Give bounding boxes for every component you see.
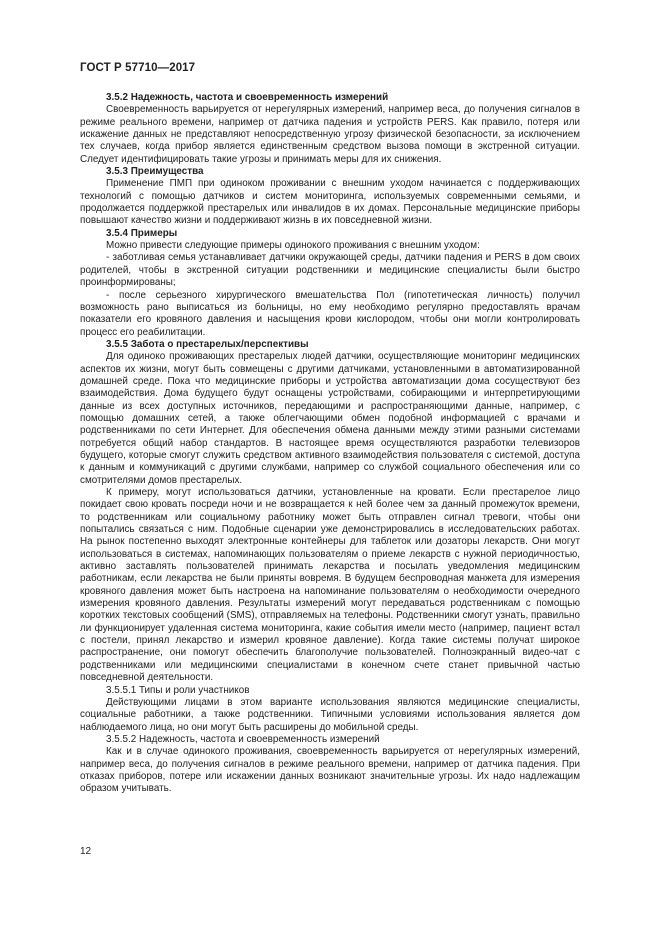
- page-number: 12: [80, 846, 92, 857]
- paragraph: К примеру, могут использоваться датчики, установленные на кровати. Если престарелое лицо покидает свою кровать посреди ночи и не возвращается к ней более чем за данный промежуток времени, то родственникам или социальному работнику может быть отправлен сигнал тревоги, чтобы они попытались связаться с ним. Подобные сценарии уже демонстрировались в исследовательских работах. На рынок постепенно выходят электронные контейнеры для таблеток или дозаторы лекарств. Они могут использоваться в системах, напоминающих пользователям о приеме лекарств с нужной периодичностью, активно заставлять пользователей принимать лекарства и посылать уведомления медицинским работникам, если лекарства не были приняты вовремя. В будущем беспроводная манжета для измерения кровяного давления может быть настроена на напоминание пользователям о необходимости очередного измерения кровяного давления. Результаты измерений могут передаваться родственникам с помощью коротких текстовых сообщений (SMS), отправляемых на телефоны. Родственники смогут узнать, правильно ли функционирует удаленная система мониторинга, какие события имели место (например, пациент встал с постели, принял лекарство и измерил кровяное давление). Когда такие системы получат широкое распространение, они помогут обеспечить благополучие пользователей. Полноэкранный видео-чат с родственниками или медицинскими специалистами в конечном счете станет привычной частью повседневной деятельности.: [80, 487, 580, 684]
- paragraph: Действующими лицами в этом варианте использования являются медицинские специалисты, социальные работники, а также родственники. Типичными условиями использования является дом наблюдаемого лица, но они могут быть расширены до мобильной среды.: [80, 696, 580, 733]
- subsection-heading-3-5-5-2: 3.5.5.2 Надежность, частота и своевременность измерений: [106, 733, 380, 745]
- document-body: [80, 92, 580, 796]
- paragraph: Как и в случае одинокого проживания, своевременность варьируется от нерегулярных измерений, например веса, до получения сигналов в режиме реального времени, например от датчика падения. При отказах приборов, потере или искажении данных возникают значительные угрозы. Их надо надлежащим образом учитывать.: [80, 746, 580, 795]
- paragraph: Для одиноко проживающих престарелых людей датчики, осуществляющие мониторинг медицинских аспектов их жизни, могут быть совмещены с другими датчиками, установленными в автоматизированной домашней среде. Пока что медицинские приборы и устройства автоматизации дома сосуществуют без взаимодействия. Дома будущего будут оснащены устройствами, собирающими и интерпретирующими данные из всех доступных источников, передающими и распространяющими данные, например, с помощью домашних сетей, а также облегчающими обмен подобной информацией с врачами и родственниками по сети Интернет. Для обеспечения обмена данными между этими разными системами потребуется общий набор стандартов. В настоящее время осуществляются разработки телевизоров будущего, которые смогут служить средством активного взаимодействия пользователя с системой, доступа к данным и коммуникаций с другими службами, например со службой социального обеспечения или со смотрителями домов престарелых.: [80, 351, 580, 486]
- section-heading-3-5-3: 3.5.3 Преимущества: [106, 166, 204, 178]
- paragraph: Можно привести следующие примеры одинокого проживания с внешним уходом:: [106, 240, 480, 252]
- list-item: - заботливая семья устанавливает датчики окружающей среды, датчики падения и PERS в дом своих родителей, чтобы в экстренной ситуации родственники и медицинские специалисты были быстро проинформированы;: [80, 252, 580, 289]
- document-header: ГОСТ Р 57710—2017: [80, 62, 196, 74]
- section-heading-3-5-5: 3.5.5 Забота о престарелых/перспективы: [106, 338, 309, 350]
- paragraph: Применение ПМП при одиноком проживании с внешним уходом начинается с поддерживающих технологий с помощью датчиков и систем мониторинга, используемых современными семьями, и продолжается поддержкой престарелых или инвалидов в их домах. Персональные медицинские приборы повышают качество жизни и поддерживают жизнь в их повседневной жизни.: [80, 178, 580, 227]
- paragraph: Своевременность варьируется от нерегулярных измерений, например веса, до получения сигналов в режиме реального времени, например от датчика падения и устройств PERS. Как правило, потеря или искажение данных не представляют непосредственную угрозу физической безопасности, за исключением тех случаев, когда прибор является единственным средством вызова помощи в экстренной ситуации. Следует идентифицировать такие угрозы и принимать меры для их снижения.: [80, 104, 580, 165]
- list-item: - после серьезного хирургического вмешательства Пол (гипотетическая личность) получил возможность рано выписаться из больницы, но ему необходимо регулярно предоставлять врачам показатели его кровяного давления и насыщения крови кислородом, чтобы они могли контролировать процесс его реабилитации.: [80, 289, 580, 338]
- section-heading-3-5-2: 3.5.2 Надежность, частота и своевременность измерений: [106, 92, 389, 103]
- section-heading-3-5-4: 3.5.4 Примеры: [106, 227, 178, 239]
- subsection-heading-3-5-5-1: 3.5.5.1 Типы и роли участников: [106, 684, 250, 696]
